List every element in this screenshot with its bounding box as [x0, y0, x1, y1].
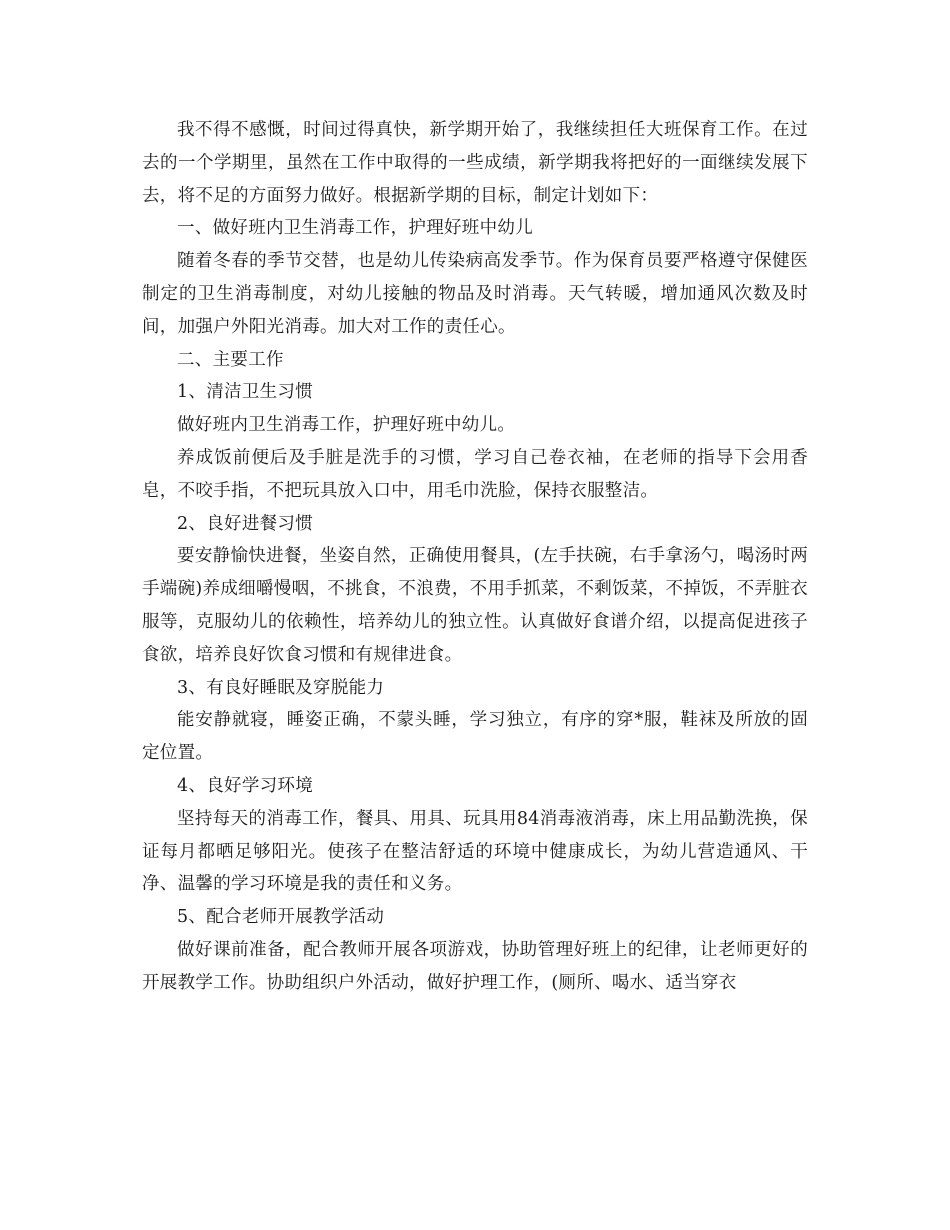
subheading-teaching: 5、配合老师开展教学活动 — [177, 907, 385, 928]
subheading-environment: 4、良好学习环境 — [177, 775, 314, 796]
paragraph-environment: 坚持每天的消毒工作，餐具、用具、玩具用84消毒液消毒，床上用品勤洗换，保证每月都晒足够阳光。使孩子在整洁舒适的环境中健康成长，为幼儿营造通风、干净、温馨的学习环境是我的责任和义务。 — [142, 808, 808, 895]
paragraph-cleanliness-1: 做好班内卫生消毒工作，护理好班中幼儿。 — [177, 415, 516, 436]
paragraph-eating: 要安静愉快进餐，坐姿自然，正确使用餐具，(左手扶碗，右手拿汤勺，喝汤时两手端碗)养成细嚼慢咽，不挑食，不浪费，不用手抓菜，不剩饭菜，不掉饭，不弄脏衣服等，克服幼儿的依赖性，培养幼儿的独立性。认真做好食谱介绍，以提高促进孩子食欲，培养良好饮食习惯和有规律进食。 — [142, 546, 808, 665]
paragraph-intro: 我不得不感慨，时间过得真快，新学期开始了，我继续担任大班保育工作。在过去的一个学期里，虽然在工作中取得的一些成绩，新学期我将把好的一面继续发展下去，将不足的方面努力做好。根据新学期的目标，制定计划如下： — [142, 120, 808, 206]
subheading-cleanliness: 1、清洁卫生习惯 — [177, 382, 314, 403]
paragraph-teaching: 做好课前准备，配合教师开展各项游戏，协助管理好班上的纪律，让老师更好的开展教学工作。协助组织户外活动，做好护理工作，(厕所、喝水、适当穿衣 — [142, 939, 808, 993]
paragraph-hygiene: 随着冬春的季节交替，也是幼儿传染病高发季节。作为保育员要严格遵守保健医制定的卫生消毒制度，对幼儿接触的物品及时消毒。天气转暖，增加通风次数及时间，加强户外阳光消毒。加大对工作的责任心。 — [142, 251, 808, 337]
paragraph-sleep: 能安静就寝，睡姿正确，不蒙头睡，学习独立，有序的穿*服，鞋袜及所放的固定位置。 — [142, 710, 808, 764]
section-heading-hygiene: 一、做好班内卫生消毒工作，护理好班中幼儿 — [177, 218, 533, 239]
subheading-eating: 2、良好进餐习惯 — [177, 513, 314, 534]
document-body — [142, 114, 808, 1000]
section-heading-main-work: 二、主要工作 — [177, 349, 284, 370]
subheading-sleep: 3、有良好睡眠及穿脱能力 — [177, 677, 385, 698]
paragraph-cleanliness-2: 养成饭前便后及手脏是洗手的习惯，学习自己卷衣袖，在老师的指导下会用香皂，不咬手指，不把玩具放入口中，用毛巾洗脸，保持衣服整洁。 — [142, 447, 808, 501]
